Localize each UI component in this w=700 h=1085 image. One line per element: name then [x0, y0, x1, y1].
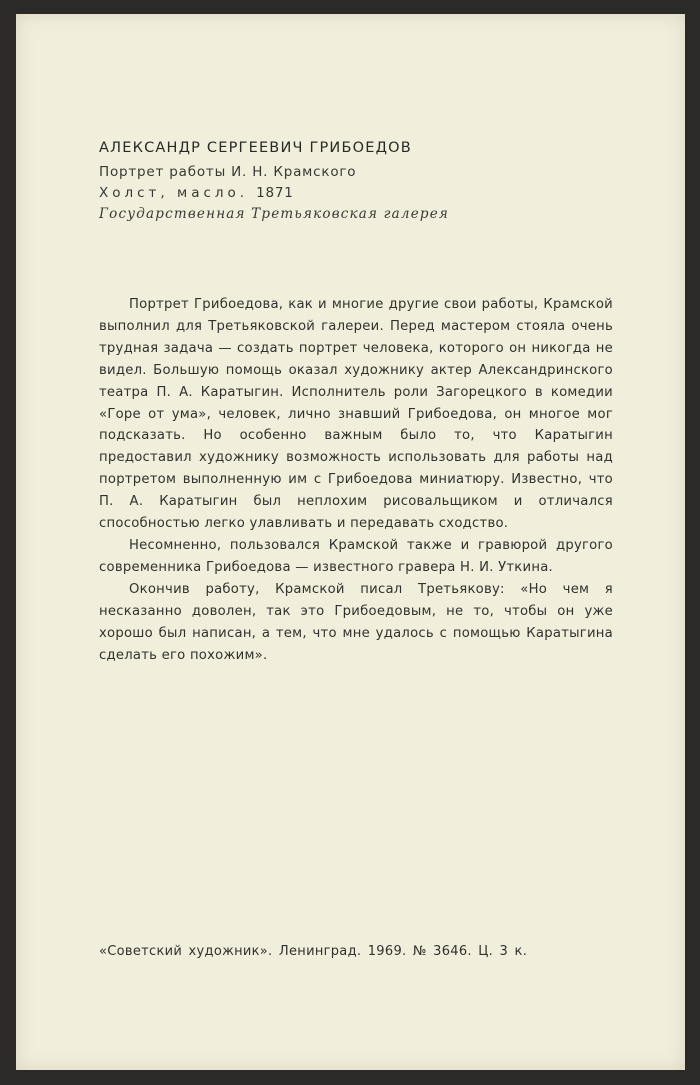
medium: Холст, масло.	[99, 185, 249, 201]
description-text	[99, 294, 613, 666]
portrait-title: АЛЕКСАНДР СЕРГЕЕВИЧ ГРИБОЕДОВ	[99, 140, 412, 156]
portrait-author: Портрет работы И. Н. Крамского	[99, 164, 357, 180]
postcard-back	[16, 14, 685, 1070]
paragraph-2: Несомненно, пользовался Крамской также и гравюрой другого современника Грибоедова — известного гравера Н. И. Уткина.	[99, 537, 613, 575]
paragraph-1: Портрет Грибоедова, как и многие другие свои работы, Крамской выполнил для Третьяковской галереи. Перед мастером стояла очень трудная задача — создать портрет человека, которого он никогда не видел. Большую помощь оказал художнику актер Александринского театра П. А. Каратыгин. Исполнитель роли Загорецкого в комедии «Горе от ума», человек, лично знавший Грибоедова, он многое мог подсказать. Но особенно важным было то, что Каратыгин предоставил художнику возможность использовать для работы над портретом выполненную им с Грибоедова миниатюру. Известно, что П. А. Каратыгин был неплохим рисовальщиком и отличался способностью легко улавливать и передавать сходство.	[99, 297, 613, 532]
year: 1871	[256, 185, 294, 201]
medium-line	[99, 183, 599, 204]
paragraph-3: Окончив работу, Крамской писал Третьякову: «Но чем я несказанно доволен, так это Грибоедовым, не то, чтобы он уже хорошо был написан, а тем, что мне удалось с помощью Каратыгина сделать его похожим».	[99, 581, 613, 663]
publisher-imprint: «Советский художник». Ленинград. 1969. № 3646. Ц. 3 к.	[99, 944, 528, 959]
caption-block	[99, 139, 599, 225]
gallery-name: Государственная Третьяковская галерея	[99, 206, 450, 222]
